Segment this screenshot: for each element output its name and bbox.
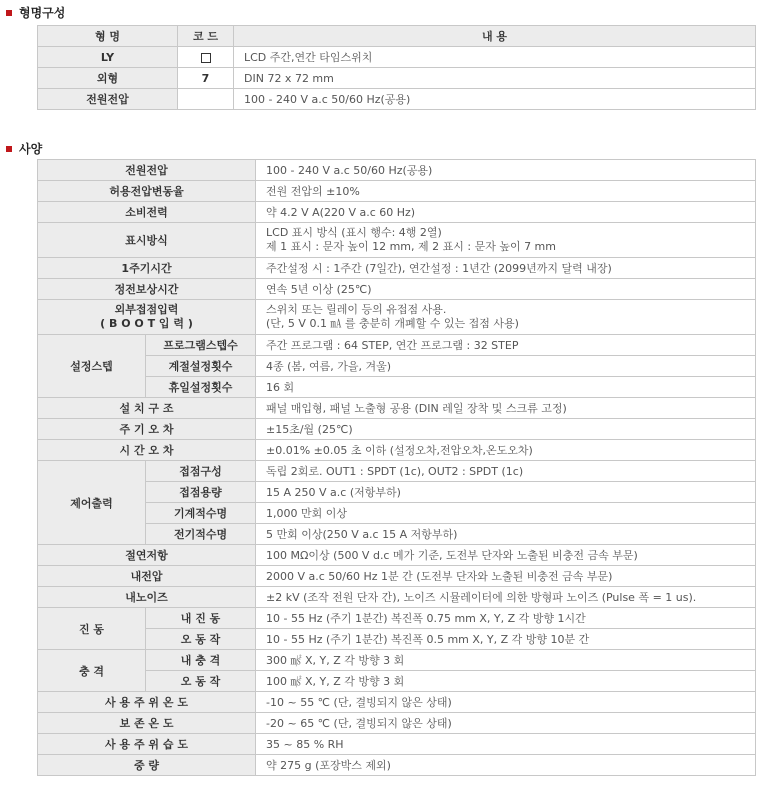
spec-label: 표시방식 bbox=[38, 223, 256, 258]
table-row bbox=[38, 279, 756, 300]
spec-value: 연속 5년 이상 (25℃) bbox=[256, 279, 756, 300]
spec-label: 1주기시간 bbox=[38, 258, 256, 279]
table-row bbox=[38, 608, 756, 629]
table-row bbox=[38, 68, 756, 89]
table-row bbox=[38, 160, 756, 181]
table-row bbox=[38, 524, 756, 545]
spec-label: 접점용량 bbox=[146, 482, 256, 503]
spec-label: 보 존 온 도 bbox=[38, 713, 256, 734]
table-row bbox=[38, 335, 756, 356]
table-row bbox=[38, 545, 756, 566]
table-row bbox=[38, 503, 756, 524]
model-name: LY bbox=[38, 47, 178, 68]
table-row bbox=[38, 440, 756, 461]
model-content: DIN 72 x 72 mm bbox=[234, 68, 756, 89]
table-row bbox=[38, 755, 756, 776]
spec-label: 휴일설정횟수 bbox=[146, 377, 256, 398]
spec-label: 절연저항 bbox=[38, 545, 256, 566]
model-table bbox=[37, 25, 756, 110]
blank-square-code-icon bbox=[201, 53, 211, 63]
spec-label bbox=[38, 300, 256, 335]
spec-label: 오 동 작 bbox=[146, 629, 256, 650]
spec-value: 100 - 240 V a.c 50/60 Hz(공용) bbox=[256, 160, 756, 181]
model-section-title bbox=[6, 4, 65, 21]
spec-label: 접점구성 bbox=[146, 461, 256, 482]
spec-value: 16 회 bbox=[256, 377, 756, 398]
spec-label: 허용전압변동율 bbox=[38, 181, 256, 202]
spec-group-label: 진 동 bbox=[38, 608, 146, 650]
table-row bbox=[38, 734, 756, 755]
spec-table bbox=[37, 159, 756, 776]
spec-value: 100 MΩ이상 (500 V d.c 메가 기준, 도전부 단자와 노출된 비충전 금속 부문) bbox=[256, 545, 756, 566]
spec-label: 내 충 격 bbox=[146, 650, 256, 671]
spec-value: 약 4.2 V A(220 V a.c 60 Hz) bbox=[256, 202, 756, 223]
table-row bbox=[38, 356, 756, 377]
spec-value: 300 ㎨ X, Y, Z 각 방향 3 회 bbox=[256, 650, 756, 671]
header-code: 코 드 bbox=[178, 26, 234, 47]
spec-value: 4종 (봄, 여름, 가을, 겨울) bbox=[256, 356, 756, 377]
spec-section-title-text: 사양 bbox=[19, 142, 43, 156]
spec-value-line: LCD 표시 방식 (표시 행수: 4행 2열) bbox=[266, 226, 442, 239]
spec-value: 15 A 250 V a.c (저항부하) bbox=[256, 482, 756, 503]
table-row bbox=[38, 300, 756, 335]
table-row bbox=[38, 713, 756, 734]
table-row bbox=[38, 629, 756, 650]
header-name: 형 명 bbox=[38, 26, 178, 47]
spec-label: 시 간 오 차 bbox=[38, 440, 256, 461]
model-table-header bbox=[38, 26, 756, 47]
header-content: 내 용 bbox=[234, 26, 756, 47]
spec-label: 계절설정횟수 bbox=[146, 356, 256, 377]
spec-value-line: 스위치 또는 릴레이 등의 유접점 사용. bbox=[266, 303, 447, 316]
spec-value: 약 275 g (포장박스 제외) bbox=[256, 755, 756, 776]
spec-label: 오 동 작 bbox=[146, 671, 256, 692]
spec-section-title bbox=[6, 140, 42, 157]
spec-value: 주간설정 시 : 1주간 (7일간), 연간설정 : 1년간 (2099년까지 달력 내장) bbox=[256, 258, 756, 279]
spec-label: 소비전력 bbox=[38, 202, 256, 223]
model-content: 100 - 240 V a.c 50/60 Hz(공용) bbox=[234, 89, 756, 110]
spec-group-label: 충 격 bbox=[38, 650, 146, 692]
spec-label: 전원전압 bbox=[38, 160, 256, 181]
table-row bbox=[38, 258, 756, 279]
model-code bbox=[178, 89, 234, 110]
spec-label: 전기적수명 bbox=[146, 524, 256, 545]
table-row bbox=[38, 461, 756, 482]
spec-value: 10 - 55 Hz (주기 1분간) 복진폭 0.75 mm X, Y, Z 각 방향 1시간 bbox=[256, 608, 756, 629]
table-row bbox=[38, 47, 756, 68]
model-code: 7 bbox=[178, 68, 234, 89]
spec-value: 주간 프로그램 : 64 STEP, 연간 프로그램 : 32 STEP bbox=[256, 335, 756, 356]
model-name: 전원전압 bbox=[38, 89, 178, 110]
red-square-bullet-icon bbox=[6, 10, 12, 16]
table-row bbox=[38, 482, 756, 503]
spec-value: -10 ~ 55 ℃ (단, 결빙되지 않은 상태) bbox=[256, 692, 756, 713]
spec-value: ±15초/월 (25℃) bbox=[256, 419, 756, 440]
spec-value-line: (단, 5 V 0.1 ㎃ 를 충분히 개폐할 수 있는 접점 사용) bbox=[266, 317, 519, 330]
table-row bbox=[38, 419, 756, 440]
spec-group-label: 설정스텝 bbox=[38, 335, 146, 398]
spec-label: 프로그램스텝수 bbox=[146, 335, 256, 356]
table-row bbox=[38, 181, 756, 202]
spec-label-line: ( B O O T 입 력 ) bbox=[100, 317, 193, 330]
spec-group-label: 제어출력 bbox=[38, 461, 146, 545]
model-name: 외형 bbox=[38, 68, 178, 89]
spec-value bbox=[256, 223, 756, 258]
spec-label: 사 용 주 위 온 도 bbox=[38, 692, 256, 713]
model-content: LCD 주간,연간 타임스위치 bbox=[234, 47, 756, 68]
spec-label: 중 량 bbox=[38, 755, 256, 776]
spec-value: 5 만회 이상(250 V a.c 15 A 저항부하) bbox=[256, 524, 756, 545]
table-row bbox=[38, 671, 756, 692]
spec-label: 정전보상시간 bbox=[38, 279, 256, 300]
table-row bbox=[38, 566, 756, 587]
table-row bbox=[38, 223, 756, 258]
spec-value: 35 ~ 85 % RH bbox=[256, 734, 756, 755]
table-row bbox=[38, 377, 756, 398]
table-row bbox=[38, 89, 756, 110]
spec-value: 1,000 만회 이상 bbox=[256, 503, 756, 524]
spec-label-line: 외부접점입력 bbox=[114, 303, 179, 316]
spec-label: 설 치 구 조 bbox=[38, 398, 256, 419]
spec-label: 내전압 bbox=[38, 566, 256, 587]
spec-value-line: 제 1 표시 : 문자 높이 12 mm, 제 2 표시 : 문자 높이 7 mm bbox=[266, 240, 556, 253]
table-row bbox=[38, 650, 756, 671]
table-row bbox=[38, 587, 756, 608]
spec-label: 내노이즈 bbox=[38, 587, 256, 608]
spec-label: 기계적수명 bbox=[146, 503, 256, 524]
spec-label: 내 진 동 bbox=[146, 608, 256, 629]
model-section-title-text: 형명구성 bbox=[19, 6, 66, 20]
spec-value bbox=[256, 300, 756, 335]
spec-value: 독립 2회로. OUT1 : SPDT (1c), OUT2 : SPDT (1c) bbox=[256, 461, 756, 482]
spec-label: 사 용 주 위 습 도 bbox=[38, 734, 256, 755]
table-row bbox=[38, 398, 756, 419]
model-code-cell bbox=[178, 47, 234, 68]
table-row bbox=[38, 202, 756, 223]
spec-label: 주 기 오 차 bbox=[38, 419, 256, 440]
spec-value: 전원 전압의 ±10% bbox=[256, 181, 756, 202]
red-square-bullet-icon bbox=[6, 146, 12, 152]
spec-value: -20 ~ 65 ℃ (단, 결빙되지 않은 상태) bbox=[256, 713, 756, 734]
spec-value: 100 ㎨ X, Y, Z 각 방향 3 회 bbox=[256, 671, 756, 692]
spec-value: ±0.01% ±0.05 초 이하 (설정오차,전압오차,온도오차) bbox=[256, 440, 756, 461]
table-row bbox=[38, 692, 756, 713]
spec-value: 2000 V a.c 50/60 Hz 1분 간 (도전부 단자와 노출된 비충전 금속 부문) bbox=[256, 566, 756, 587]
spec-value: ±2 kV (조작 전원 단자 간), 노이즈 시뮬레이터에 의한 방형파 노이즈 (Pulse 폭 = 1 us). bbox=[256, 587, 756, 608]
spec-value: 패널 매입형, 패널 노출형 공용 (DIN 레일 장착 및 스크류 고정) bbox=[256, 398, 756, 419]
spec-value: 10 - 55 Hz (주기 1분간) 복진폭 0.5 mm X, Y, Z 각 방향 10분 간 bbox=[256, 629, 756, 650]
